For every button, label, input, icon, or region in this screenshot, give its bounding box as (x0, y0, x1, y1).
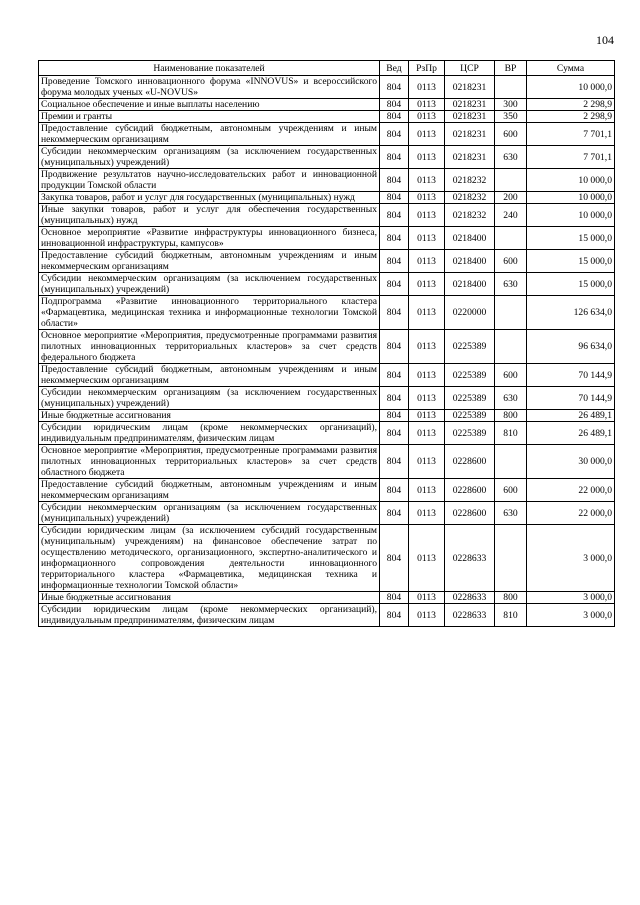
row-rzpr: 0113 (409, 192, 445, 204)
row-csr: 0218232 (445, 169, 495, 192)
row-vr (495, 227, 527, 250)
row-rzpr: 0113 (409, 273, 445, 296)
row-csr: 0218400 (445, 273, 495, 296)
row-csr: 0218400 (445, 250, 495, 273)
table-row (39, 250, 615, 273)
table-row (39, 296, 615, 330)
row-sum: 2 298,9 (527, 99, 615, 111)
row-rzpr: 0113 (409, 296, 445, 330)
row-rzpr: 0113 (409, 250, 445, 273)
row-ved: 804 (380, 410, 409, 422)
row-ved: 804 (380, 604, 409, 627)
header-ved: Вед (380, 61, 409, 76)
row-rzpr: 0113 (409, 502, 445, 525)
row-csr: 0218231 (445, 146, 495, 169)
row-ved: 804 (380, 76, 409, 99)
row-rzpr: 0113 (409, 604, 445, 627)
row-ved: 804 (380, 146, 409, 169)
row-rzpr: 0113 (409, 364, 445, 387)
row-csr: 0218400 (445, 227, 495, 250)
table-row (39, 479, 615, 502)
row-rzpr: 0113 (409, 204, 445, 227)
row-vr: 200 (495, 192, 527, 204)
row-sum: 22 000,0 (527, 502, 615, 525)
row-vr: 300 (495, 99, 527, 111)
row-ved: 804 (380, 445, 409, 479)
row-vr: 810 (495, 422, 527, 445)
row-ved: 804 (380, 111, 409, 123)
row-vr (495, 330, 527, 364)
table-row (39, 76, 615, 99)
row-ved: 804 (380, 273, 409, 296)
row-name: Субсидии некоммерческим организациям (за исключением государственных (муниципальных) учреждений) (39, 273, 380, 296)
row-csr: 0225389 (445, 330, 495, 364)
row-vr: 630 (495, 146, 527, 169)
table-row (39, 99, 615, 111)
row-rzpr: 0113 (409, 99, 445, 111)
row-name: Иные закупки товаров, работ и услуг для обеспечения государственных (муниципальных) нужд (39, 204, 380, 227)
table-body (39, 76, 615, 627)
row-name: Премии и гранты (39, 111, 380, 123)
row-rzpr: 0113 (409, 111, 445, 123)
row-sum: 22 000,0 (527, 479, 615, 502)
row-ved: 804 (380, 502, 409, 525)
row-name: Предоставление субсидий бюджетным, автономным учреждениям и иным некоммерческим организациям (39, 364, 380, 387)
row-csr: 0218231 (445, 123, 495, 146)
row-name: Основное мероприятие «Мероприятия, предусмотренные программами развития пилотных инновационных территориальных кластеров» за счет средств областного бюджета (39, 445, 380, 479)
row-rzpr: 0113 (409, 445, 445, 479)
header-vr: ВР (495, 61, 527, 76)
row-vr (495, 296, 527, 330)
row-vr: 600 (495, 123, 527, 146)
table-row (39, 502, 615, 525)
row-ved: 804 (380, 330, 409, 364)
row-csr: 0225389 (445, 422, 495, 445)
row-vr (495, 169, 527, 192)
row-csr: 0225389 (445, 387, 495, 410)
row-vr (495, 76, 527, 99)
table-row (39, 445, 615, 479)
row-sum: 96 634,0 (527, 330, 615, 364)
row-ved: 804 (380, 123, 409, 146)
row-ved: 804 (380, 525, 409, 592)
row-rzpr: 0113 (409, 330, 445, 364)
table-row (39, 227, 615, 250)
row-sum: 126 634,0 (527, 296, 615, 330)
header-csr: ЦСР (445, 61, 495, 76)
row-sum: 7 701,1 (527, 123, 615, 146)
row-vr: 600 (495, 479, 527, 502)
row-rzpr: 0113 (409, 592, 445, 604)
row-csr: 0228633 (445, 525, 495, 592)
row-name: Предоставление субсидий бюджетным, автономным учреждениям и иным некоммерческим организациям (39, 250, 380, 273)
row-sum: 10 000,0 (527, 76, 615, 99)
row-vr (495, 445, 527, 479)
row-rzpr: 0113 (409, 525, 445, 592)
row-rzpr: 0113 (409, 227, 445, 250)
row-vr: 810 (495, 604, 527, 627)
row-ved: 804 (380, 387, 409, 410)
row-csr: 0218232 (445, 204, 495, 227)
table-row (39, 410, 615, 422)
row-vr: 630 (495, 273, 527, 296)
table-row (39, 146, 615, 169)
row-csr: 0228633 (445, 592, 495, 604)
row-sum: 10 000,0 (527, 169, 615, 192)
row-vr: 800 (495, 592, 527, 604)
row-rzpr: 0113 (409, 123, 445, 146)
row-name: Предоставление субсидий бюджетным, автономным учреждениям и иным некоммерческим организациям (39, 479, 380, 502)
row-sum: 15 000,0 (527, 250, 615, 273)
row-ved: 804 (380, 296, 409, 330)
row-vr: 630 (495, 502, 527, 525)
row-ved: 804 (380, 250, 409, 273)
row-vr: 630 (495, 387, 527, 410)
row-csr: 0218232 (445, 192, 495, 204)
table-row (39, 330, 615, 364)
table-header-row (39, 61, 615, 76)
budget-table (38, 60, 615, 627)
table-row (39, 123, 615, 146)
row-rzpr: 0113 (409, 387, 445, 410)
table-row (39, 525, 615, 592)
row-csr: 0228600 (445, 479, 495, 502)
row-sum: 70 144,9 (527, 364, 615, 387)
header-sum: Сумма (527, 61, 615, 76)
row-sum: 70 144,9 (527, 387, 615, 410)
row-ved: 804 (380, 592, 409, 604)
row-csr: 0225389 (445, 410, 495, 422)
row-name: Субсидии юридическим лицам (за исключением субсидий государственным (муниципальным) учреждениям) на финансовое обеспечение затрат по осуществлению методического, организационного, экспертно-аналитического и информационного сопровождения деятельности инновационного территориального кластера «Фармацевтика, медицинская техника и информационные технологии Томской области» (39, 525, 380, 592)
table-row (39, 273, 615, 296)
row-sum: 10 000,0 (527, 204, 615, 227)
row-ved: 804 (380, 99, 409, 111)
row-rzpr: 0113 (409, 479, 445, 502)
header-rzpr: РзПр (409, 61, 445, 76)
table-row (39, 192, 615, 204)
row-csr: 0225389 (445, 364, 495, 387)
row-ved: 804 (380, 364, 409, 387)
row-rzpr: 0113 (409, 410, 445, 422)
row-ved: 804 (380, 227, 409, 250)
row-rzpr: 0113 (409, 422, 445, 445)
row-rzpr: 0113 (409, 146, 445, 169)
row-csr: 0228600 (445, 445, 495, 479)
row-sum: 2 298,9 (527, 111, 615, 123)
row-csr: 0220000 (445, 296, 495, 330)
row-ved: 804 (380, 169, 409, 192)
row-name: Иные бюджетные ассигнования (39, 592, 380, 604)
row-csr: 0228633 (445, 604, 495, 627)
row-ved: 804 (380, 479, 409, 502)
row-name: Субсидии некоммерческим организациям (за исключением государственных (муниципальных) учреждений) (39, 502, 380, 525)
row-sum: 7 701,1 (527, 146, 615, 169)
table-row (39, 111, 615, 123)
row-sum: 10 000,0 (527, 192, 615, 204)
row-rzpr: 0113 (409, 76, 445, 99)
row-rzpr: 0113 (409, 169, 445, 192)
row-vr: 800 (495, 410, 527, 422)
row-name: Проведение Томского инновационного форума «INNOVUS» и всероссийского форума молодых ученых «U-NOVUS» (39, 76, 380, 99)
row-vr: 350 (495, 111, 527, 123)
table-row (39, 387, 615, 410)
row-vr: 240 (495, 204, 527, 227)
row-sum: 3 000,0 (527, 604, 615, 627)
row-vr: 600 (495, 364, 527, 387)
row-name: Продвижение результатов научно-исследовательских работ и инновационной продукции Томской области (39, 169, 380, 192)
row-name: Подпрограмма «Развитие инновационного территориального кластера «Фармацевтика, медицинская техника и информационные технологии Томской области» (39, 296, 380, 330)
row-name: Субсидии юридическим лицам (кроме некоммерческих организаций), индивидуальным предпринимателям, физическим лицам (39, 604, 380, 627)
row-csr: 0218231 (445, 99, 495, 111)
row-ved: 804 (380, 192, 409, 204)
row-ved: 804 (380, 422, 409, 445)
row-csr: 0228600 (445, 502, 495, 525)
row-name: Субсидии некоммерческим организациям (за исключением государственных (муниципальных) учреждений) (39, 387, 380, 410)
table-row (39, 422, 615, 445)
row-name: Субсидии юридическим лицам (кроме некоммерческих организаций), индивидуальным предпринимателям, физическим лицам (39, 422, 380, 445)
header-name: Наименование показателей (39, 61, 380, 76)
table-row (39, 592, 615, 604)
row-name: Иные бюджетные ассигнования (39, 410, 380, 422)
row-name: Предоставление субсидий бюджетным, автономным учреждениям и иным некоммерческим организациям (39, 123, 380, 146)
table-row (39, 169, 615, 192)
row-name: Субсидии некоммерческим организациям (за исключением государственных (муниципальных) учреждений) (39, 146, 380, 169)
row-sum: 15 000,0 (527, 273, 615, 296)
row-name: Основное мероприятие «Мероприятия, предусмотренные программами развития пилотных инновационных территориальных кластеров» за счет средств федерального бюджета (39, 330, 380, 364)
table-row (39, 364, 615, 387)
table-row (39, 204, 615, 227)
row-sum: 26 489,1 (527, 422, 615, 445)
row-sum: 30 000,0 (527, 445, 615, 479)
row-sum: 3 000,0 (527, 592, 615, 604)
row-name: Социальное обеспечение и иные выплаты населению (39, 99, 380, 111)
row-name: Закупка товаров, работ и услуг для государственных (муниципальных) нужд (39, 192, 380, 204)
row-ved: 804 (380, 204, 409, 227)
row-csr: 0218231 (445, 111, 495, 123)
row-vr (495, 525, 527, 592)
row-vr: 600 (495, 250, 527, 273)
table-row (39, 604, 615, 627)
row-name: Основное мероприятие «Развитие инфраструктуры инновационного бизнеса, инновационной инфраструктуры, кампусов» (39, 227, 380, 250)
row-csr: 0218231 (445, 76, 495, 99)
row-sum: 3 000,0 (527, 525, 615, 592)
row-sum: 26 489,1 (527, 410, 615, 422)
row-sum: 15 000,0 (527, 227, 615, 250)
page-number: 104 (596, 33, 614, 47)
